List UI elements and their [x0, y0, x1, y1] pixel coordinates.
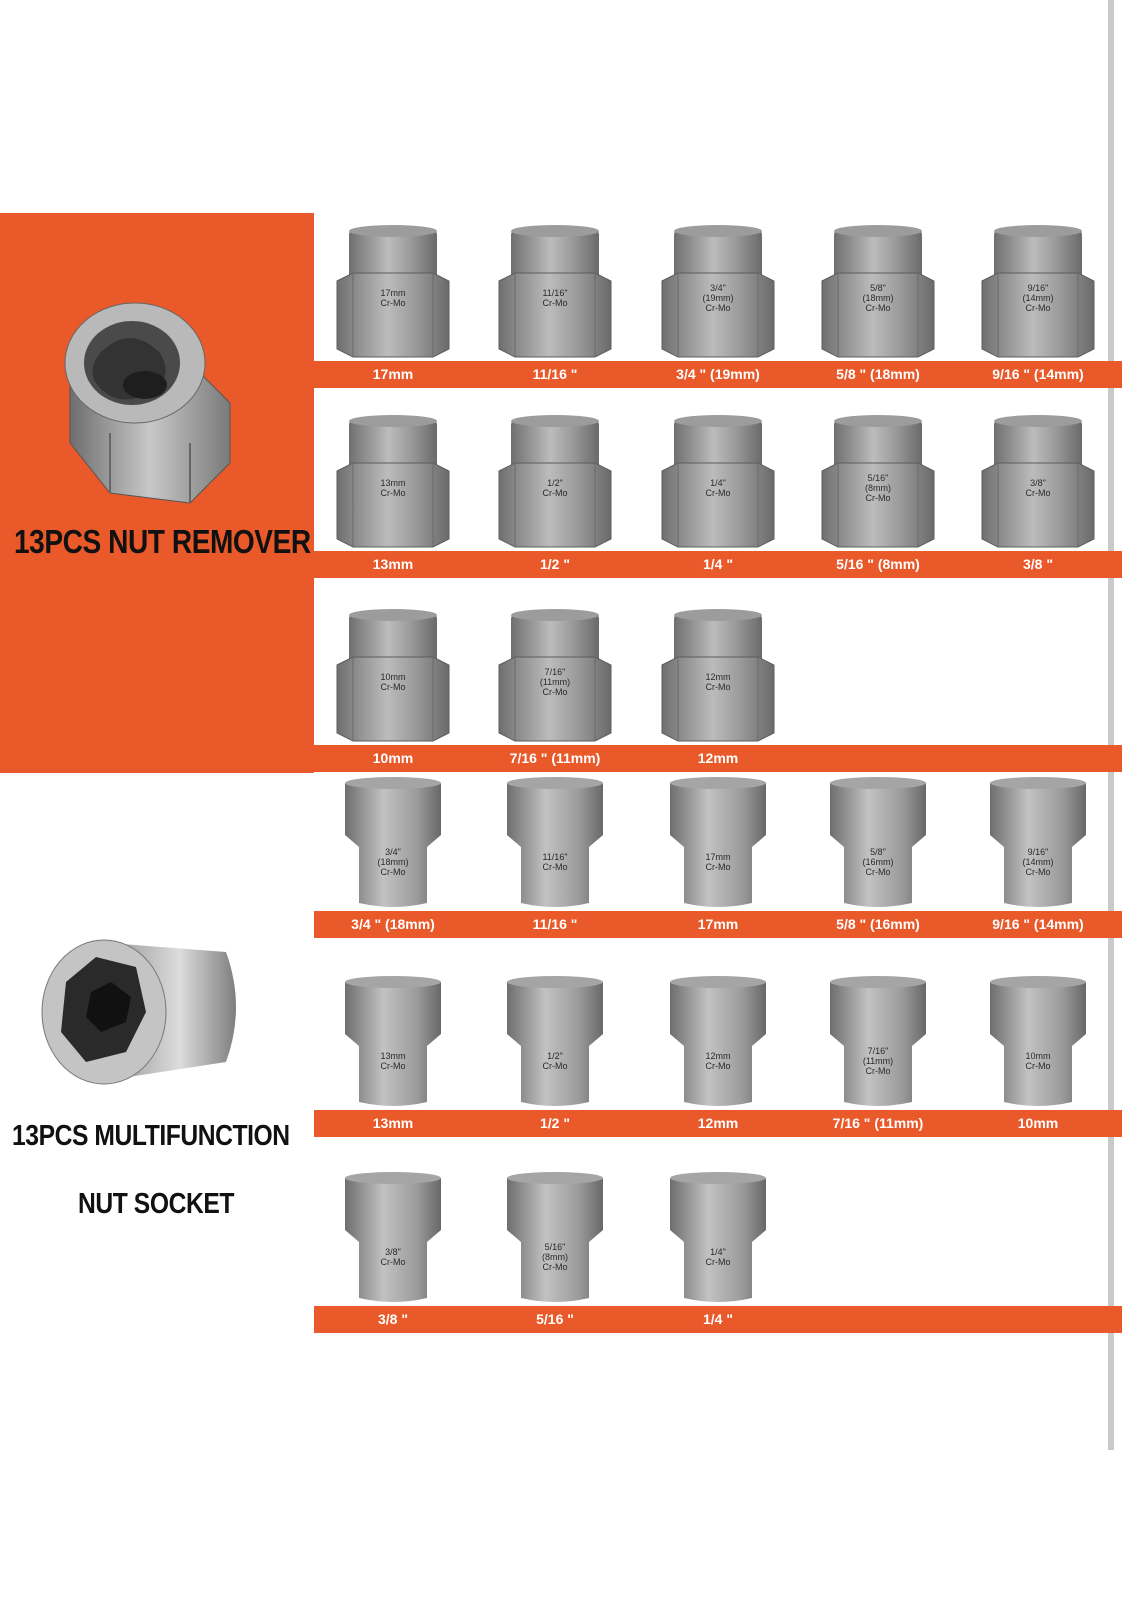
- nut-socket-size-label: 17mm: [697, 916, 739, 932]
- nut-remover-size-label: 13mm: [372, 556, 414, 572]
- nut-socket-size-label: 9/16 " (14mm): [992, 916, 1084, 932]
- nut-socket-image: [648, 1168, 788, 1308]
- nut-remover-size-label: 9/16 " (14mm): [992, 366, 1084, 382]
- engraving-text: 7/16": [544, 667, 566, 677]
- nut-socket-image: [648, 773, 788, 913]
- engraving-text: 9/16": [1027, 847, 1049, 857]
- nut-remover-heading: 13PCS NUT REMOVER: [14, 523, 311, 560]
- engraving-text: 12mm: [705, 672, 731, 682]
- nut-socket-image: [485, 972, 625, 1112]
- nut-remover-image: [485, 413, 625, 553]
- engraving-text: Cr-Mo: [542, 1262, 568, 1272]
- engraving-text: 13mm: [380, 478, 406, 488]
- engraving-text: Cr-Mo: [380, 1257, 406, 1267]
- engraving-text: (8mm): [865, 483, 891, 493]
- nut-socket-image: [485, 773, 625, 913]
- nut-socket-size-label: 1/2 ": [540, 1115, 570, 1131]
- engraving-text: (8mm): [542, 1252, 568, 1262]
- engraving-text: Cr-Mo: [542, 862, 568, 872]
- nut-remover-image: [485, 223, 625, 363]
- engraving-text: 5/8": [870, 847, 886, 857]
- nut-remover-size-label: 17mm: [372, 366, 414, 382]
- nut-remover-size-label: 12mm: [697, 750, 739, 766]
- nut-socket-image: [485, 1168, 625, 1308]
- engraving-text: 5/8": [870, 283, 886, 293]
- nut-socket-image: [968, 972, 1108, 1112]
- engraving-text: (11mm): [539, 677, 571, 687]
- engraving-text: Cr-Mo: [1025, 488, 1051, 498]
- nut-socket-image: [323, 1168, 463, 1308]
- nut-remover-image: [808, 223, 948, 363]
- nut-socket-image: [808, 972, 948, 1112]
- engraving-text: 1/4": [710, 1247, 726, 1257]
- engraving-text: Cr-Mo: [705, 682, 731, 692]
- engraving-text: Cr-Mo: [705, 488, 731, 498]
- nut-socket-image: [968, 773, 1108, 913]
- engraving-text: 3/4": [385, 847, 401, 857]
- engraving-text: Cr-Mo: [542, 488, 568, 498]
- engraving-text: Cr-Mo: [705, 1257, 731, 1267]
- nut-socket-size-label: 10mm: [1017, 1115, 1059, 1131]
- nut-remover-size-label: 1/4 ": [703, 556, 733, 572]
- engraving-text: 11/16": [542, 852, 568, 862]
- engraving-text: (16mm): [862, 857, 894, 867]
- nut-remover-image: [968, 413, 1108, 553]
- engraving-text: 11/16": [542, 288, 568, 298]
- nut-remover-image: [323, 413, 463, 553]
- nut-socket-image: [323, 972, 463, 1112]
- engraving-text: 5/16": [544, 1242, 566, 1252]
- nut-remover-image: [323, 223, 463, 363]
- engraving-text: Cr-Mo: [1025, 303, 1051, 313]
- engraving-text: (14mm): [1022, 293, 1054, 303]
- engraving-text: Cr-Mo: [865, 493, 891, 503]
- engraving-text: Cr-Mo: [380, 488, 406, 498]
- nut-socket-image: [808, 773, 948, 913]
- engraving-text: 7/16": [867, 1046, 889, 1056]
- nut-remover-size-label: 3/4 " (19mm): [676, 366, 760, 382]
- nut-socket-size-label: 3/4 " (18mm): [351, 916, 435, 932]
- engraving-text: (18mm): [377, 857, 409, 867]
- nut-socket-size-label: 1/4 ": [703, 1311, 733, 1327]
- engraving-text: 17mm: [380, 288, 406, 298]
- nut-socket-size-label: 5/16 ": [536, 1311, 574, 1327]
- nut-remover-hero-image: [50, 293, 240, 513]
- nut-socket-size-label: 7/16 " (11mm): [832, 1115, 924, 1131]
- scrollbar[interactable]: [1108, 0, 1114, 1450]
- nut-socket-hero-image: [36, 912, 246, 1102]
- engraving-text: Cr-Mo: [705, 303, 731, 313]
- nut-remover-image: [648, 413, 788, 553]
- engraving-text: 9/16": [1027, 283, 1049, 293]
- nut-remover-size-label: 5/16 " (8mm): [836, 556, 920, 572]
- nut-remover-image: [648, 607, 788, 747]
- nut-remover-image: [808, 413, 948, 553]
- engraving-text: Cr-Mo: [1025, 867, 1051, 877]
- nut-remover-size-label: 11/16 ": [532, 366, 578, 382]
- engraving-text: Cr-Mo: [865, 867, 891, 877]
- nut-remover-size-label: 5/8 " (18mm): [836, 366, 920, 382]
- nut-socket-size-label: 11/16 ": [532, 916, 578, 932]
- nut-remover-size-label: 3/8 ": [1023, 556, 1053, 572]
- engraving-text: Cr-Mo: [380, 867, 406, 877]
- nut-socket-image: [648, 972, 788, 1112]
- engraving-text: Cr-Mo: [380, 298, 406, 308]
- engraving-text: 13mm: [380, 1051, 406, 1061]
- engraving-text: 3/8": [1030, 478, 1046, 488]
- nut-socket-size-label: 5/8 " (16mm): [836, 916, 920, 932]
- engraving-text: Cr-Mo: [542, 1061, 568, 1071]
- nut-socket-heading-line2: NUT SOCKET: [78, 1188, 234, 1220]
- engraving-text: 3/4": [710, 283, 726, 293]
- nut-remover-image: [323, 607, 463, 747]
- engraving-text: (11mm): [862, 1056, 894, 1066]
- nut-remover-size-label: 10mm: [372, 750, 414, 766]
- engraving-text: 10mm: [1025, 1051, 1051, 1061]
- nut-remover-image: [485, 607, 625, 747]
- engraving-text: (18mm): [862, 293, 894, 303]
- engraving-text: Cr-Mo: [865, 1066, 891, 1076]
- nut-remover-image: [648, 223, 788, 363]
- engraving-text: 3/8": [385, 1247, 401, 1257]
- engraving-text: Cr-Mo: [705, 862, 731, 872]
- engraving-text: (19mm): [702, 293, 734, 303]
- nut-socket-image: [323, 773, 463, 913]
- nut-socket-size-label: 12mm: [697, 1115, 739, 1131]
- engraving-text: (14mm): [1022, 857, 1054, 867]
- nut-remover-size-label: 1/2 ": [540, 556, 570, 572]
- engraving-text: Cr-Mo: [1025, 1061, 1051, 1071]
- engraving-text: Cr-Mo: [542, 298, 568, 308]
- engraving-text: 12mm: [705, 1051, 731, 1061]
- nut-socket-size-label: 13mm: [372, 1115, 414, 1131]
- engraving-text: Cr-Mo: [705, 1061, 731, 1071]
- engraving-text: Cr-Mo: [865, 303, 891, 313]
- nut-remover-image: [968, 223, 1108, 363]
- nut-socket-heading-line1: 13PCS MULTIFUNCTION: [12, 1120, 290, 1152]
- engraving-text: 10mm: [380, 672, 406, 682]
- engraving-text: Cr-Mo: [542, 687, 568, 697]
- engraving-text: 1/2": [547, 478, 563, 488]
- engraving-text: 17mm: [705, 852, 731, 862]
- engraving-text: Cr-Mo: [380, 682, 406, 692]
- nut-remover-panel: [0, 213, 314, 773]
- engraving-text: Cr-Mo: [380, 1061, 406, 1071]
- engraving-text: 1/4": [710, 478, 726, 488]
- engraving-text: 5/16": [867, 473, 889, 483]
- engraving-text: 1/2": [547, 1051, 563, 1061]
- nut-remover-size-label: 7/16 " (11mm): [509, 750, 601, 766]
- nut-socket-size-label: 3/8 ": [378, 1311, 408, 1327]
